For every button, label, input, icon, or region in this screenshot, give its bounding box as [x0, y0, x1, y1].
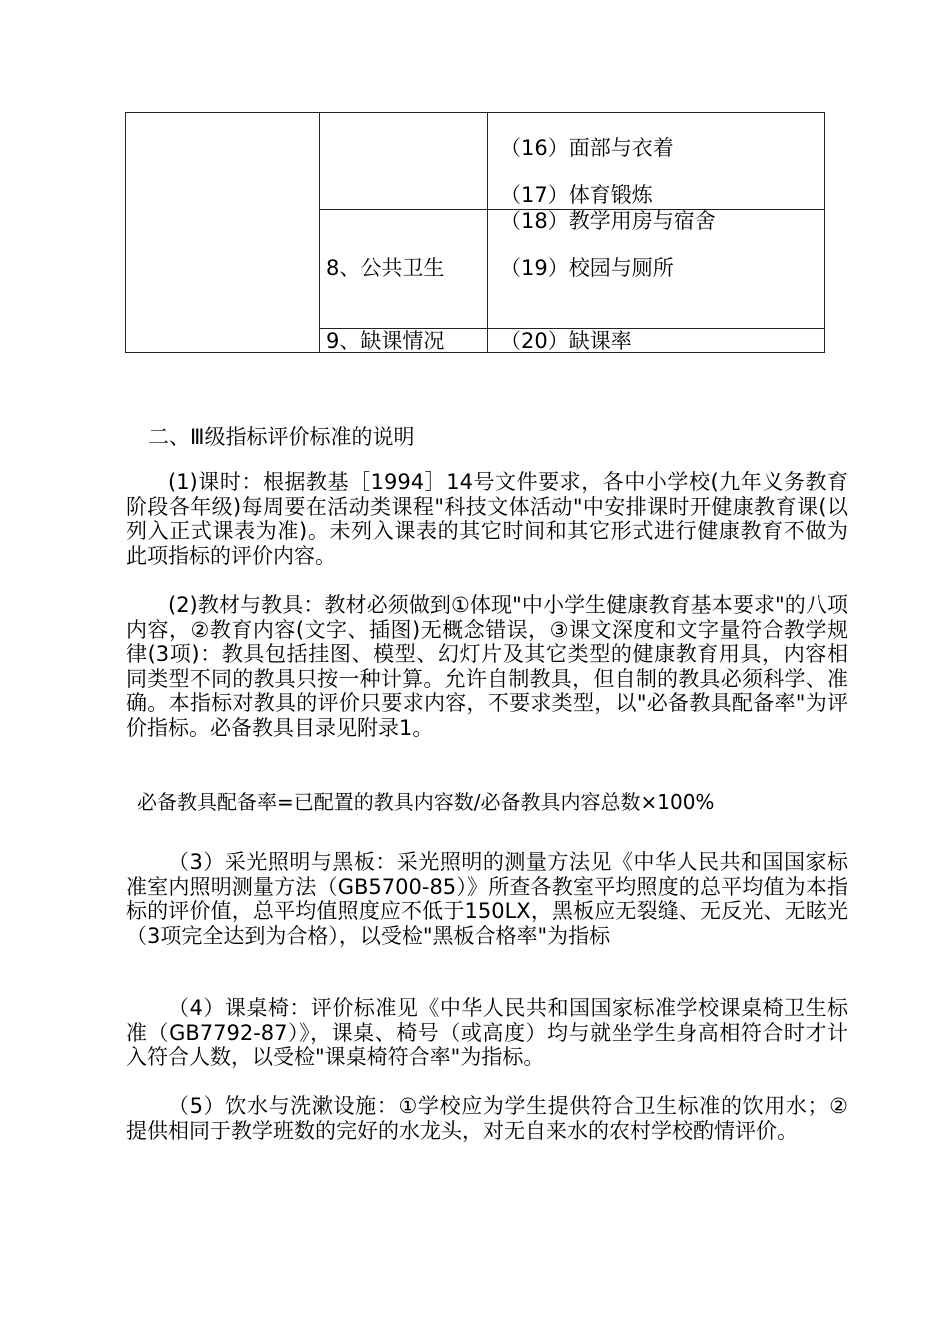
indicator-table	[125, 112, 825, 353]
paragraph-class-hours: (1)课时：根据教基［1994］14号文件要求，各中小学校(九年义务教育阶段各年级)每周要在活动类课程"科技文体活动"中安排课时开健康教育课(以列入正式课表为准)。未列入课表的其它时间和其它形式进行健康教育不做为此项指标的评价内容。	[126, 470, 848, 568]
table-col-divider-2	[487, 113, 488, 352]
formula-equipment-rate: 必备教具配备率=已配置的教具内容数/必备教具内容总数×100%	[137, 790, 715, 814]
paragraph-desks-chairs: （4）课桌椅：评价标准见《中华人民共和国国家标准学校课桌椅卫生标准（GB7792-87）》，课桌、椅号（或高度）均与就坐学生身高相符合时才计入符合人数，以受检"课桌椅符合率"为指标。	[126, 996, 848, 1070]
table-cell-category: 9、缺课情况	[326, 329, 445, 353]
paragraph-water-facilities: （5）饮水与洗漱设施：①学校应为学生提供符合卫生标准的饮用水；②提供相同于教学班数的完好的水龙头，对无自来水的农村学校酌情评价。	[126, 1094, 848, 1143]
table-cell-item: （16）面部与衣着	[500, 136, 674, 160]
table-cell-item: （17）体育锻炼	[500, 183, 653, 207]
paragraph-lighting-blackboard: （3）采光照明与黑板：采光照明的测量方法见《中华人民共和国国家标准室内照明测量方法（GB5700-85）》所查各教室平均照度的总平均值为本指标的评价值，总平均值照度应不低于150LX，黑板应无裂缝、无反光、无眩光（3项完全达到为合格），以受检"黑板合格率"为指标	[126, 850, 848, 948]
section-heading: 二、Ⅲ级指标评价标准的说明	[148, 425, 415, 449]
table-cell-item: （19）校园与厕所	[500, 256, 674, 280]
paragraph-teaching-materials: (2)教材与教具：教材必须做到①体现"中小学生健康教育基本要求"的八项内容，②教育内容(文字、插图)无概念错误，③课文深度和文字量符合教学规律(3项)：教具包括挂图、模型、幻灯片及其它类型的健康教育用具，内容相同类型不同的教具只按一种计算。允许自制教具，但自制的教具必须科学、准确。本指标对教具的评价只要求内容，不要求类型，以"必备教具配备率"为评价指标。必备教具目录见附录1。	[126, 593, 848, 740]
table-col-divider-1	[319, 113, 320, 352]
table-cell-item: （20）缺课率	[500, 329, 632, 353]
table-cell-category: 8、公共卫生	[326, 256, 445, 280]
table-cell-item: （18）教学用房与宿舍	[500, 209, 716, 233]
